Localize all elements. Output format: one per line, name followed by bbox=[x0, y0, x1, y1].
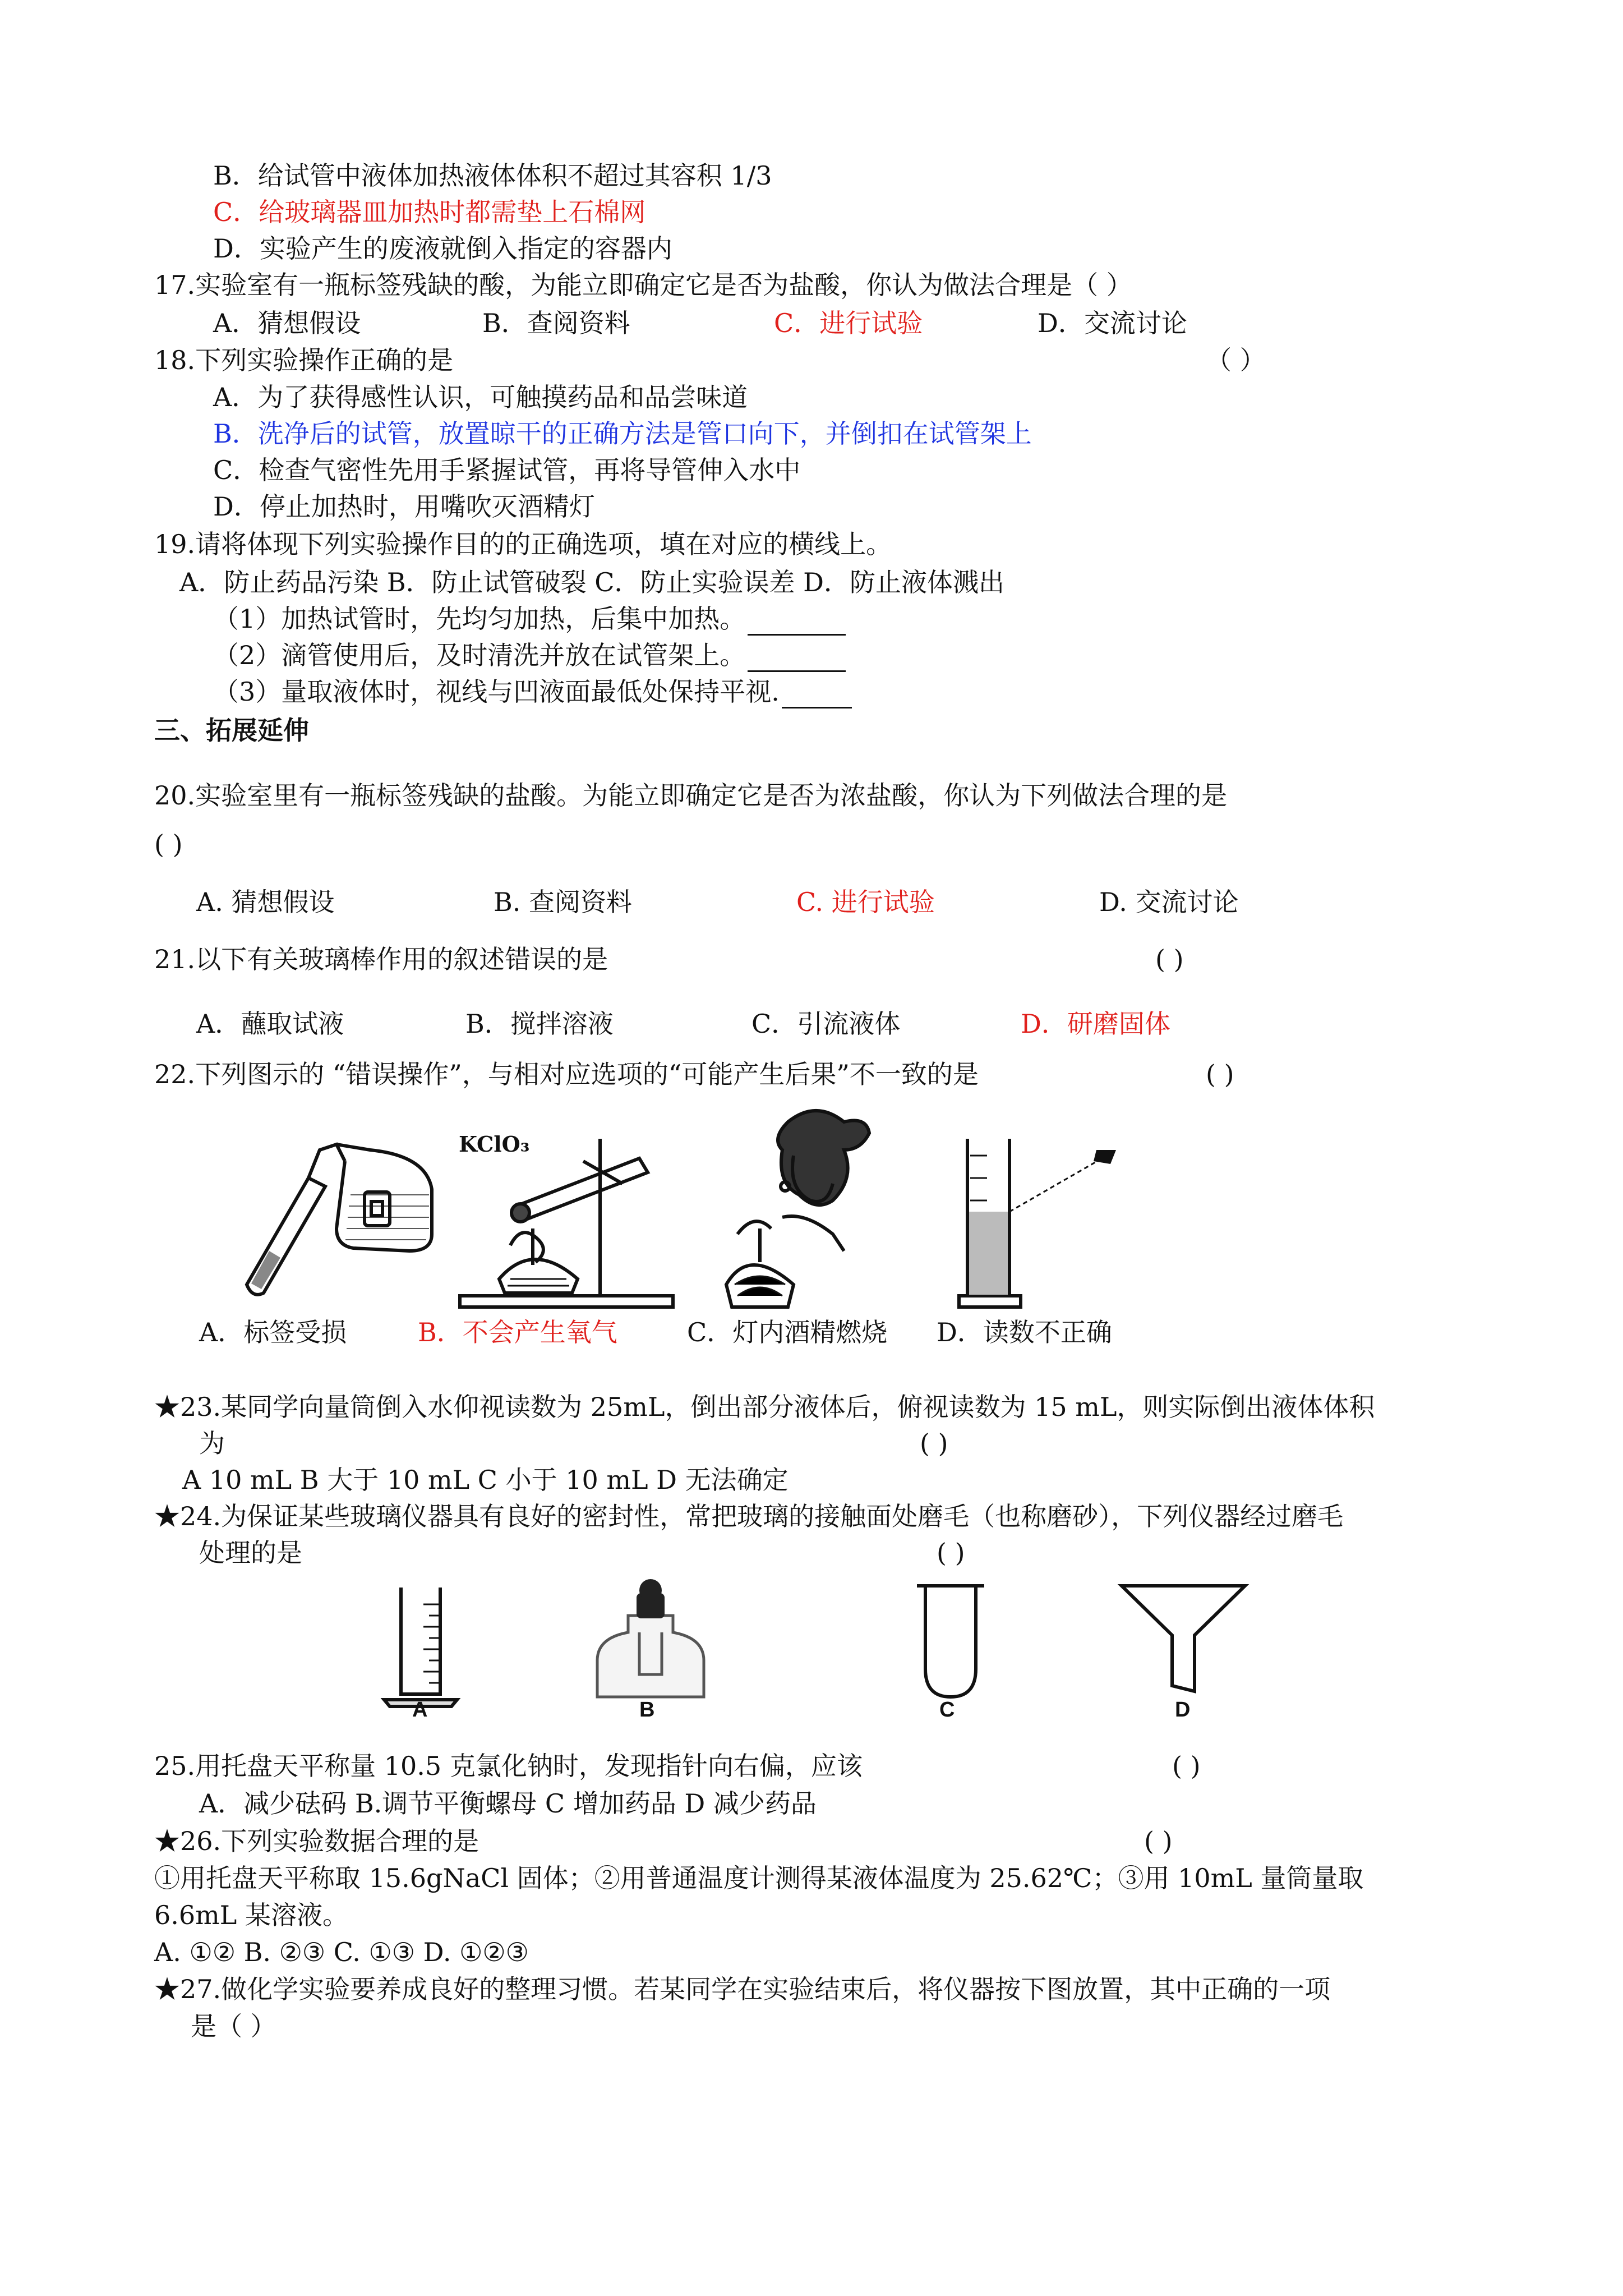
q26-stem: ★26.下列实验数据合理的是 bbox=[154, 1826, 479, 1856]
q19-item-1: （1）加热试管时，先均匀加热，后集中加热。 bbox=[213, 602, 846, 636]
q27-stem: ★27.做化学实验要养成良好的整理习惯。若某同学在实验结束后，将仪器按下图放置，其中正确的一项 bbox=[154, 1974, 1331, 2004]
q17-option-b: B．查阅资料 bbox=[482, 308, 630, 338]
q23-options: A 10 mL B 大于 10 mL C 小于 10 mL D 无法确定 bbox=[182, 1465, 789, 1495]
q17-option-a: A．猜想假设 bbox=[213, 308, 361, 338]
test-tube-icon bbox=[909, 1579, 993, 1708]
q26-options: A. ①② B. ②③ C. ①③ D. ①②③ bbox=[154, 1937, 529, 1967]
q21-option-c: C．引流液体 bbox=[751, 1009, 901, 1039]
q20-option-b: B. 查阅资料 bbox=[494, 887, 633, 917]
q24-label-d: D bbox=[1175, 1698, 1191, 1722]
q20-option-d: D. 交流讨论 bbox=[1099, 887, 1239, 917]
girl-blowing-lamp-icon bbox=[704, 1099, 883, 1313]
q16-option-d: D．实验产生的废液就倒入指定的容器内 bbox=[213, 233, 672, 264]
q23-paren: ( ) bbox=[920, 1428, 948, 1458]
q23-stem-cont: 为 bbox=[199, 1428, 225, 1458]
q22-paren: ( ) bbox=[1206, 1059, 1234, 1089]
q25-options: A．减少砝码 B.调节平衡螺母 C 增加药品 D 减少药品 bbox=[199, 1788, 817, 1819]
q18-option-a: A．为了获得感性认识，可触摸药品和品尝味道 bbox=[213, 382, 748, 412]
q21-option-d: D．研磨固体 bbox=[1021, 1009, 1170, 1039]
q26-paren: ( ) bbox=[1144, 1826, 1173, 1856]
q20-paren: ( ) bbox=[154, 829, 183, 859]
answer-blank-1[interactable] bbox=[748, 609, 846, 636]
pouring-bottle-icon bbox=[224, 1139, 449, 1296]
q26-line-3: 6.6mL 某溶液。 bbox=[154, 1900, 348, 1930]
answer-blank-3[interactable] bbox=[782, 682, 852, 708]
q25-stem: 25.用托盘天平称量 10.5 克氯化钠时，发现指针向右偏，应该 bbox=[154, 1751, 863, 1781]
q21-stem: 21.以下有关玻璃棒作用的叙述错误的是 bbox=[154, 944, 608, 974]
answer-blank-2[interactable] bbox=[748, 646, 846, 672]
q19-item-2: （2）滴管使用后，及时清洗并放在试管架上。 bbox=[213, 638, 846, 672]
q19-options: A．防止药品污染 B．防止试管破裂 C．防止实验误差 D．防止液体溅出 bbox=[179, 567, 1004, 597]
q20-stem: 20.实验室里有一瓶标签残缺的盐酸。为能立即确定它是否为浓盐酸，你认为下列做法合理的是 bbox=[154, 780, 1228, 811]
q21-paren: ( ) bbox=[1155, 944, 1184, 974]
q16-option-c: C．给玻璃器皿加热时都需垫上石棉网 bbox=[213, 197, 646, 227]
q22-option-a: A．标签受损 bbox=[199, 1317, 347, 1347]
heating-apparatus-icon bbox=[454, 1128, 690, 1313]
q18-option-b: B．洗净后的试管，放置晾干的正确方法是管口向下，并倒扣在试管架上 bbox=[213, 418, 1032, 449]
q26-line-2: ①用托盘天平称取 15.6gNaCl 固体；②用普通温度计测得某液体温度为 25.62℃；③用 10mL 量筒量取 bbox=[154, 1863, 1364, 1893]
graduated-cylinder-reading-icon bbox=[953, 1128, 1133, 1313]
q17-option-d: D．交流讨论 bbox=[1038, 308, 1187, 338]
kclo3-label: KClO₃ bbox=[459, 1131, 530, 1157]
q17-stem: 17.实验室有一瓶标签残缺的酸，为能立即确定它是否为盐酸，你认为做法合理是（ ） bbox=[154, 270, 1132, 300]
q19-stem: 19.请将体现下列实验操作目的的正确选项，填在对应的横线上。 bbox=[154, 529, 892, 559]
q24-paren: ( ) bbox=[937, 1538, 965, 1568]
q20-option-a: A. 猜想假设 bbox=[196, 887, 335, 917]
q16-option-b: B．给试管中液体加热液体体积不超过其容积 1/3 bbox=[213, 160, 772, 191]
q18-option-c: C．检查气密性先用手紧握试管，再将导管伸入水中 bbox=[213, 455, 801, 485]
q17-option-c: C．进行试验 bbox=[774, 308, 923, 338]
q22-stem: 22.下列图示的 “错误操作”，与相对应选项的“可能产生后果”不一致的是 bbox=[154, 1059, 979, 1089]
q21-option-a: A．蘸取试液 bbox=[196, 1009, 344, 1039]
q22-option-c: C．灯内酒精燃烧 bbox=[687, 1317, 888, 1347]
q18-option-d: D．停止加热时，用嘴吹灭酒精灯 bbox=[213, 491, 595, 522]
q25-paren: ( ) bbox=[1172, 1751, 1201, 1781]
q19-item-3: （3）量取液体时，视线与凹液面最低处保持平视. bbox=[213, 675, 852, 708]
q21-option-b: B．搅拌溶液 bbox=[465, 1009, 614, 1039]
funnel-icon bbox=[1116, 1579, 1251, 1703]
q23-stem: ★23.某同学向量筒倒入水仰视读数为 25mL，倒出部分液体后，俯视读数为 15 mL，则实际倒出液体体积 bbox=[154, 1392, 1375, 1422]
q27-stem-cont: 是（ ） bbox=[191, 2011, 276, 2041]
q24-label-a: A bbox=[412, 1698, 428, 1722]
q18-stem: 18.下列实验操作正确的是 bbox=[154, 345, 454, 375]
q24-stem: ★24.为保证某些玻璃仪器具有良好的密封性，常把玻璃的接触面处磨毛（也称磨砂），下列仪器经过磨毛 bbox=[154, 1501, 1344, 1531]
q24-label-b: B bbox=[639, 1698, 655, 1722]
q24-stem-cont: 处理的是 bbox=[199, 1538, 302, 1568]
q24-label-c: C bbox=[939, 1698, 955, 1722]
q22-option-d: D．读数不正确 bbox=[937, 1317, 1112, 1347]
q20-option-c: C. 进行试验 bbox=[796, 887, 935, 917]
q22-option-b: B．不会产生氧气 bbox=[418, 1317, 617, 1347]
section-title: 三、拓展延伸 bbox=[154, 715, 309, 746]
q18-paren: （ ） bbox=[1206, 345, 1266, 375]
